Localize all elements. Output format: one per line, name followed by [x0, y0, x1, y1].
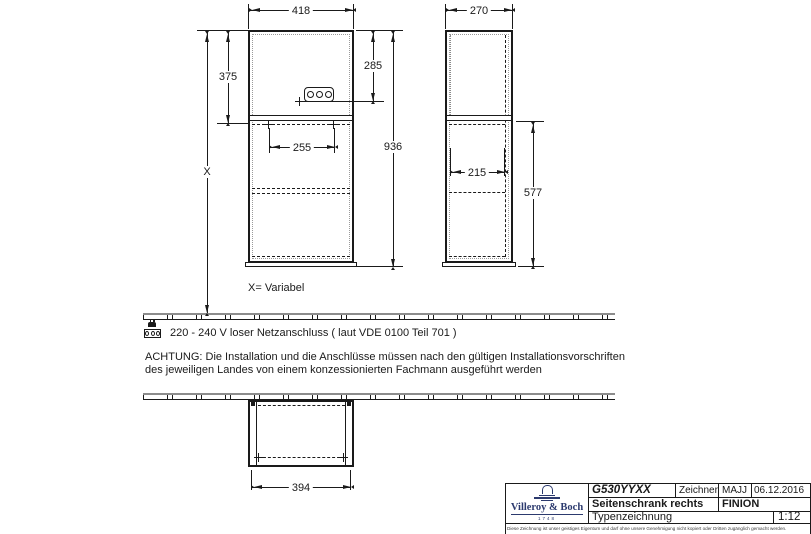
inner-width-cross-left	[264, 120, 273, 129]
side-view-bottom-dashed-line	[449, 256, 505, 257]
wall-hatch-line	[143, 393, 615, 400]
x-variable-note: X= Variabel	[248, 282, 305, 294]
article-number: G530YYXX	[592, 484, 651, 496]
plan-view-bottom-dashed	[258, 457, 345, 458]
side-view-shelf-dashed-line	[449, 124, 505, 125]
plan-view-top-dashed	[258, 405, 345, 406]
power-socket-symbol	[304, 87, 334, 102]
front-view-bottom-dashed-line	[252, 256, 350, 257]
front-view-mid-shelf-dashed-line-2	[252, 193, 350, 194]
drawer-initials: MAJJ	[722, 485, 747, 496]
front-view-mid-shelf-dashed-line	[252, 188, 350, 189]
dim-label-215: 215	[465, 167, 489, 179]
drawing-scale: 1:12	[778, 511, 801, 523]
socket-position-cross	[295, 97, 304, 106]
inner-width-cross-right	[329, 120, 338, 129]
brand-year: 1748	[537, 516, 556, 522]
series-name: FINION	[722, 498, 760, 510]
side-view-mid-dashed-line	[449, 192, 505, 193]
plan-hinge-mark-right	[347, 402, 351, 406]
side-view-front-edge-dashed	[505, 35, 506, 257]
dim-label-x: X	[200, 166, 213, 178]
power-socket-icon	[144, 322, 164, 340]
side-view-shelf	[447, 115, 511, 121]
floor-hatch-line	[143, 313, 615, 320]
vb-fountain-icon	[542, 485, 553, 494]
plan-hinge-mark-left	[251, 402, 255, 406]
dim-label-418: 418	[289, 5, 313, 17]
warning-note-line1: ACHTUNG: Die Installation und die Anschlüsse müssen nach den gültigen Installationsvorschriften	[145, 351, 625, 363]
side-view-edge-banding	[449, 34, 509, 259]
brand-name: Villeroy & Boch	[510, 502, 584, 514]
copyright-disclaimer: Diese Zeichnung ist unser geistiges Eigentum und darf ohne unsere Genehmigung nicht kopiert oder Dritten zugänglich gemacht werden.	[507, 526, 787, 531]
side-view-base-plate	[442, 262, 516, 267]
dim-label-577: 577	[521, 187, 545, 199]
drawer-label: Zeichner	[679, 485, 718, 496]
dim-label-285: 285	[361, 60, 385, 72]
dim-label-936: 936	[381, 141, 405, 153]
drawing-date: 06.12.2016	[754, 485, 805, 496]
side-view-outline	[445, 30, 513, 263]
document-type: Typenzeichnung	[592, 511, 673, 523]
product-name: Seitenschrank rechts	[592, 498, 704, 510]
plan-cross-left	[254, 453, 263, 462]
dim-label-375: 375	[216, 71, 240, 83]
side-view-back-edge-dotted	[450, 35, 451, 115]
front-view-base-plate	[245, 262, 357, 267]
dim-label-270: 270	[467, 5, 491, 17]
plan-cross-right	[339, 453, 348, 462]
dim-label-394: 394	[289, 482, 313, 494]
warning-note-line2: des jeweiligen Landes von einem konzessionierten Fachmann ausgeführt werden	[145, 364, 542, 376]
power-note: 220 - 240 V loser Netzanschluss ( laut VDE 0100 Teil 701 )	[170, 327, 457, 339]
brand-logo	[506, 483, 588, 523]
dim-label-255: 255	[290, 142, 314, 154]
